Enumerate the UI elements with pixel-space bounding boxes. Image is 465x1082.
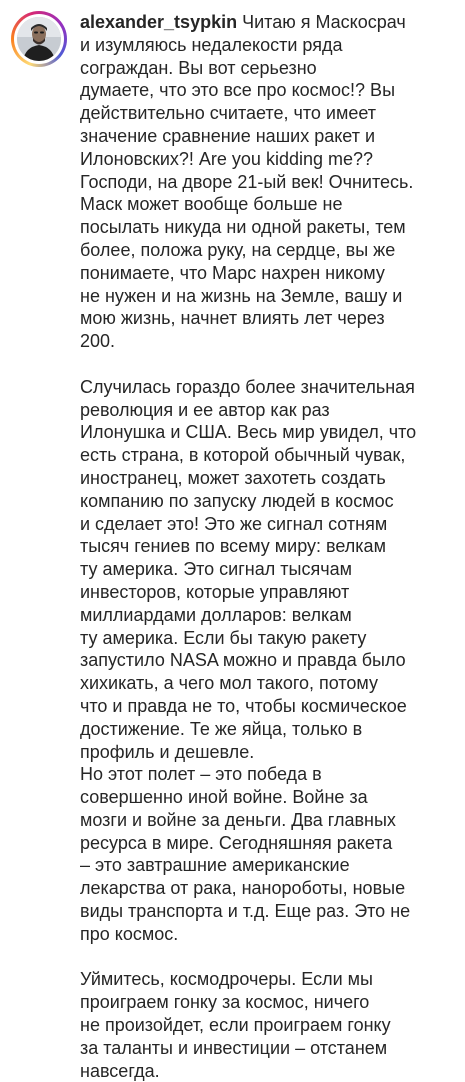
avatar-story-ring[interactable] [11,11,67,67]
author-username-link[interactable]: alexander_tsypkin [80,12,238,32]
caption-paragraph-1-text: Читаю я Маскосрач и изумляюсь недалекости ряда сограждан. Вы вот серьезно думаете, что это все про космос!? Вы действительно считаете, что имеет значение сравнение наших ракет и Илоновских?! Are you kidding me?? Господи, на дворе 21-ый век! Очнитесь. Маск может вообще больше не посылать никуда ни одной ракеты, тем более, положа руку, на сердце, вы же понимаете, что Марс нахрен никому не нужен и на жизнь на Земле, вашу и мою жизнь, начнет влиять лет через 200. [80,12,414,352]
caption-paragraph-3: Уймитесь, космодрочеры. Если мы проиграем гонку за космос, ничего не произойдет, если проиграем гонку за таланты и инвестиции – отстанем навсегда. [80,969,391,1081]
caption-paragraph-1 [80,11,460,353]
avatar[interactable] [17,17,61,61]
avatar-ring-gap [14,14,64,64]
avatar-photo-icon [17,17,61,61]
caption-paragraph-2: Случилась гораздо более значительная революция и ее автор как раз Илонушка и США. Весь мир увидел, что есть страна, в которой обычный чувак, иностранец, может захотеть создать компанию по запуску людей в космос и сделает это! Это же сигнал сотням тысяч гениев по всему миру: велкам ту америка. Это сигнал тысячам инвесторов, которые управляют миллиардами долларов: велкам ту америка. Если бы такую ракету запустило NASA можно и правда было хихикать, а чего мол такого, потому что и правда не то, чтобы космическое достижение. Те же яйца, только в профиль и дешевле. Но этот полет – это победа в совершенно иной войне. Войне за мозги и войне за деньги. Два главных ресурса в мире. Сегодняшняя ракета – это завтрашние американские лекарства от рака, нанороботы, новые виды транспорта и т.д. Еще раз. Это не про космос. [80,376,417,944]
caption-text [80,11,460,1082]
